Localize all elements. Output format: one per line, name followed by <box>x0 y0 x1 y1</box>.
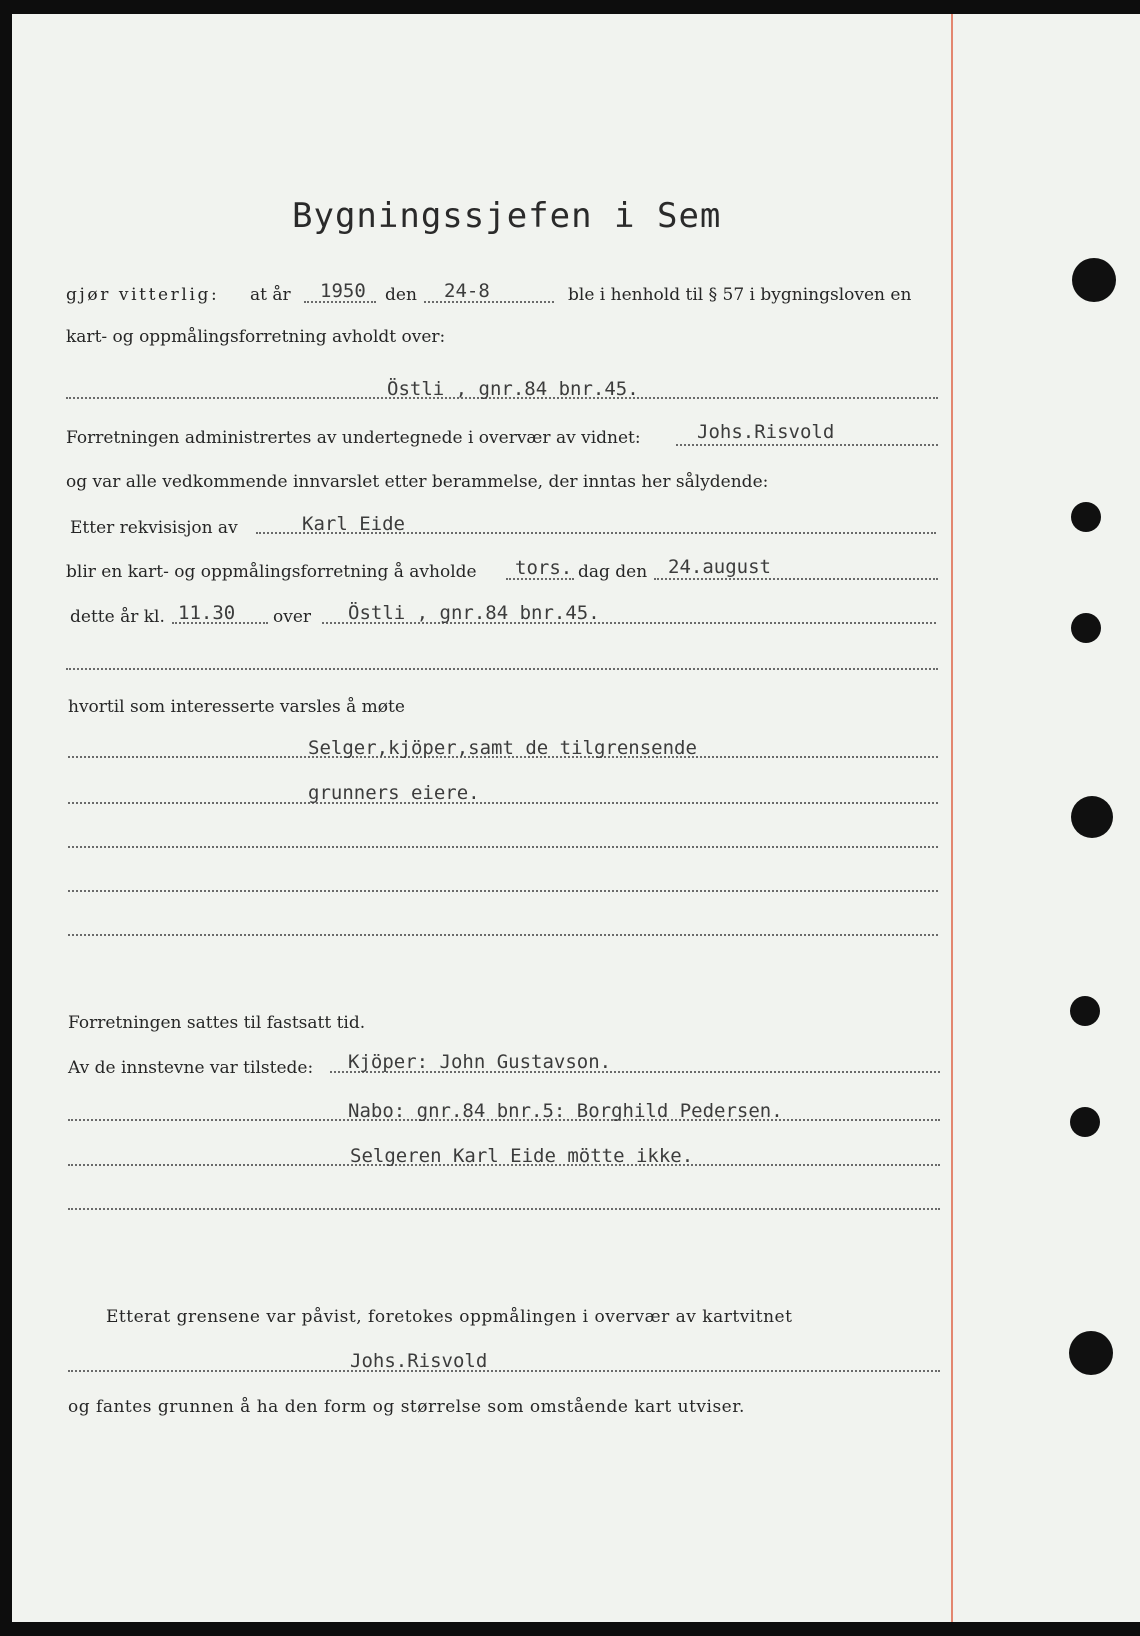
line1-prefix: gjør vitterlig: <box>66 285 220 305</box>
dotted-field <box>66 668 938 670</box>
filled-time: 11.30 <box>178 602 236 624</box>
filled-invitees-line2: grunners eiere. <box>308 782 480 804</box>
dotted-field <box>654 578 938 580</box>
over-text: over <box>273 607 312 627</box>
punch-hole <box>1072 258 1116 302</box>
dotted-field <box>68 934 938 936</box>
filled-present-line3: Selgeren Karl Eide mötte ikke. <box>350 1145 694 1167</box>
line2-text: kart- og oppmålingsforretning avholdt over: <box>66 327 446 347</box>
line1-suffix: ble i henhold til § 57 i bygningsloven en <box>568 285 912 305</box>
form-page <box>12 14 1140 1622</box>
filled-witness: Johs.Risvold <box>697 421 835 443</box>
blir-en-text: blir en kart- og oppmålingsforretning å avholde <box>66 562 477 582</box>
dotted-field <box>676 444 938 446</box>
dag-den-text: dag den <box>578 562 648 582</box>
dotted-field <box>68 846 938 848</box>
line1-at-aar: at år <box>250 285 291 305</box>
punch-hole <box>1071 502 1101 532</box>
dotted-field <box>68 802 938 804</box>
filled-day: 24.august <box>668 556 771 578</box>
filled-invitees-line1: Selger,kjöper,samt de tilgrensende <box>308 737 697 759</box>
punch-hole <box>1070 996 1100 1026</box>
filled-year: 1950 <box>320 280 366 302</box>
filled-map-witness: Johs.Risvold <box>350 1350 488 1372</box>
dette-aar-text: dette år kl. <box>70 607 165 627</box>
filled-location: Östli , gnr.84 bnr.45. <box>348 602 600 624</box>
punch-hole <box>1071 613 1101 643</box>
administrert-text: Forretningen administrertes av undertegnede i overvær av vidnet: <box>66 428 641 448</box>
filled-weekday: tors. <box>515 557 573 579</box>
red-margin-line <box>951 14 953 1622</box>
punch-hole <box>1069 1331 1113 1375</box>
punch-hole <box>1070 1107 1100 1137</box>
dotted-field <box>68 1208 940 1210</box>
filled-property: Östli , gnr.84 bnr.45. <box>387 378 639 400</box>
varslet-text: og var alle vedkommende innvarslet etter berammelse, der inntas her sålydende: <box>66 472 769 492</box>
dotted-field <box>68 890 938 892</box>
punch-hole <box>1071 796 1113 838</box>
page-title: Bygningssjefen i Sem <box>292 196 722 236</box>
fantes-text: og fantes grunnen å ha den form og størrelse som omstående kart utviser. <box>68 1397 745 1417</box>
dotted-field <box>68 1370 940 1372</box>
filled-present-line2: Nabo: gnr.84 bnr.5: Borghild Pedersen. <box>348 1100 783 1122</box>
filled-present-line1: Kjöper: John Gustavson. <box>348 1051 612 1073</box>
etterat-text: Etterat grensene var påvist, foretokes oppmålingen i overvær av kartvitnet <box>106 1307 793 1327</box>
rekvisisjon-text: Etter rekvisisjon av <box>70 518 238 538</box>
filled-requester: Karl Eide <box>302 513 405 535</box>
filled-date: 24-8 <box>444 280 490 302</box>
tilstede-text: Av de innstevne var tilstede: <box>68 1058 314 1078</box>
line1-den: den <box>385 285 417 305</box>
sattes-text: Forretningen sattes til fastsatt tid. <box>68 1013 366 1033</box>
hvortil-text: hvortil som interesserte varsles å møte <box>68 697 405 717</box>
